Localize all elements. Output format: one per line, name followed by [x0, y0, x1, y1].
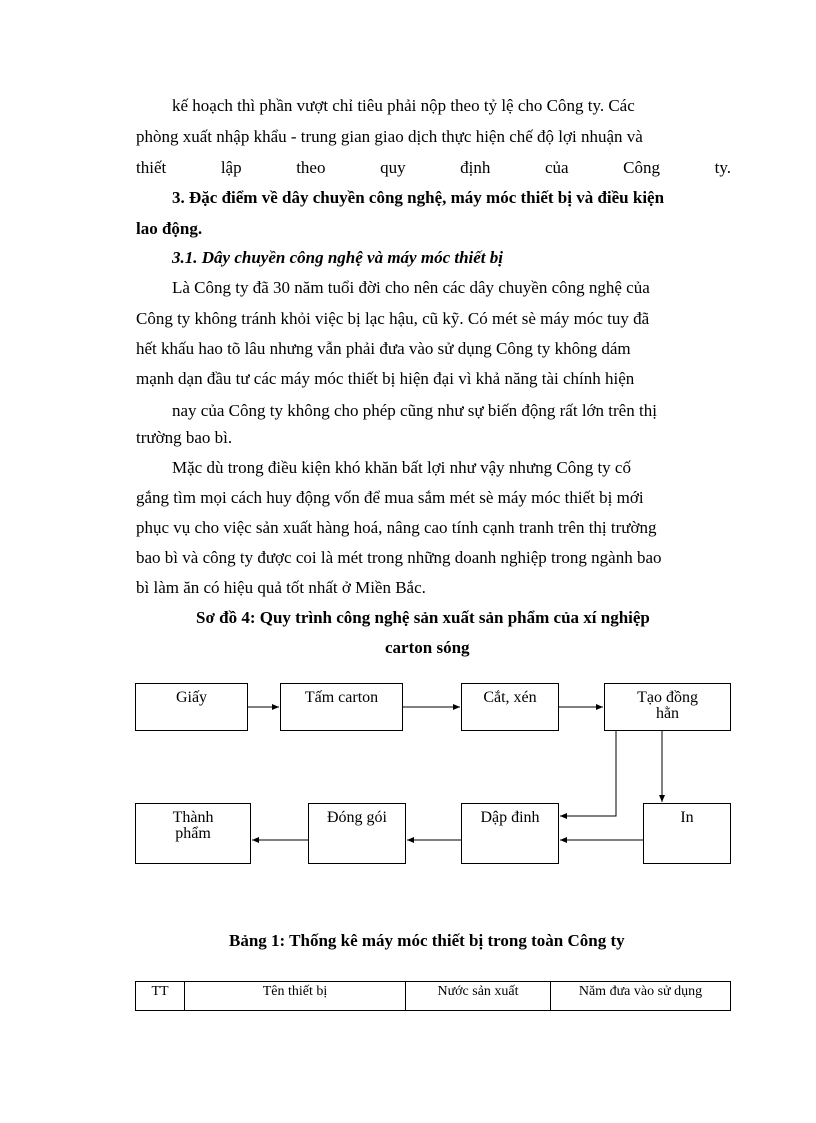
- paragraph-line: nay của Công ty không cho phép cũng như sự biến động rất lớn trên thị: [172, 401, 657, 420]
- node-label: hằn: [655, 705, 680, 722]
- diagram-title-cont: carton sóng: [385, 638, 470, 657]
- subsection-heading: 3.1. Dây chuyền công nghệ và máy móc thiết bị: [172, 248, 504, 267]
- table-title: Bảng 1: Thống kê máy móc thiết bị trong toàn Công ty: [229, 931, 625, 950]
- paragraph-line: mạnh dạn đầu tư các máy móc thiết bị hiện đại vì khả năng tài chính hiện: [136, 369, 635, 388]
- paragraph-line: Là Công ty đã 30 năm tuổi đời cho nên các dây chuyền công nghệ của: [172, 278, 650, 297]
- node-label: Tấm carton: [304, 689, 379, 706]
- header-nuoc-san-xuat: Nước sản xuất: [406, 982, 551, 1011]
- paragraph-line: hết khấu hao tõ lâu nhưng vẫn phải đưa vào sử dụng Công ty không dám: [136, 339, 631, 358]
- word: quy: [380, 158, 406, 177]
- equipment-table: [135, 981, 731, 1011]
- header-ten-thiet-bi: Tên thiết bị: [185, 982, 406, 1011]
- word: theo: [296, 158, 326, 177]
- node-label: Dập đinh: [480, 809, 540, 826]
- paragraph-line: Mặc dù trong điều kiện khó khăn bất lợi như vậy nhưng Công ty cố: [172, 458, 631, 477]
- paragraph-line: gắng tìm mọi cách huy động vốn để mua sắm mét sè máy móc thiết bị mới: [136, 488, 644, 507]
- node-label: Tạo đồng: [637, 689, 698, 706]
- header-tt: TT: [136, 982, 185, 1011]
- node-label: Thành: [172, 809, 214, 826]
- word: của: [544, 158, 569, 177]
- node-label: Giấy: [175, 689, 208, 706]
- node-label: Cắt, xén: [483, 689, 537, 706]
- node-label: In: [680, 809, 694, 826]
- paragraph-line: phòng xuất nhập khẩu - trung gian giao dịch thực hiện chế độ lợi nhuận và: [136, 127, 643, 146]
- header-nam-dua-vao-su-dung: Năm đưa vào sử dụng: [551, 982, 731, 1011]
- arrow-tao-dong-han-to-dap-dinh: [560, 731, 616, 816]
- section-heading-cont: lao động.: [136, 219, 203, 238]
- paragraph-line: Công ty không tránh khỏi việc bị lạc hậu, cũ kỹ. Có mét sè máy móc tuy đã: [136, 309, 650, 328]
- paragraph-line: bao bì và công ty được coi là mét trong những doanh nghiệp trong ngành bao: [136, 548, 662, 567]
- word: lập: [220, 158, 242, 177]
- word: định: [460, 158, 491, 177]
- word: ty.: [714, 158, 731, 177]
- diagram-title: Sơ đồ 4: Quy trình công nghệ sản xuất sản phẩm của xí nghiệp: [196, 608, 650, 627]
- node-label: Đóng gói: [327, 809, 387, 826]
- table-header-row: [136, 982, 731, 1011]
- node-label: phẩm: [175, 825, 211, 842]
- paragraph-line: kế hoạch thì phần vượt chỉ tiêu phải nộp theo tỷ lệ cho Công ty. Các: [172, 96, 635, 115]
- word: Công: [623, 158, 661, 177]
- paragraph-line: bì làm ăn có hiệu quả tốt nhất ở Miền Bắc.: [136, 578, 426, 597]
- word: thiết: [136, 158, 167, 177]
- section-heading: 3. Đặc điểm về dây chuyền công nghệ, máy móc thiết bị và điều kiện: [172, 188, 665, 207]
- paragraph-line: trường bao bì.: [136, 428, 233, 447]
- paragraph-line: phục vụ cho việc sản xuất hàng hoá, nâng cao tính cạnh tranh trên thị trường: [136, 518, 657, 537]
